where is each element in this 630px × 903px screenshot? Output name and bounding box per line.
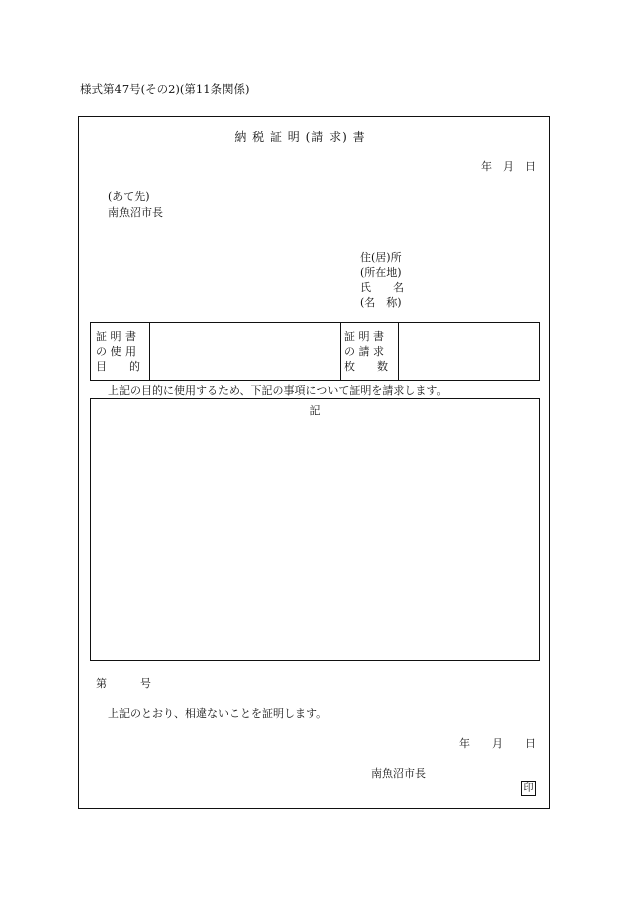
count-label-line: 証 明 書 — [344, 330, 384, 343]
table-divider — [340, 323, 341, 380]
table-divider — [398, 323, 399, 380]
addressee-prefix: (あて先) — [108, 190, 150, 203]
purpose-label-line: 証 明 書 — [96, 330, 136, 343]
count-label-line: 枚 数 — [344, 360, 388, 373]
purpose-label-line: 目 的 — [96, 360, 140, 373]
address-label: 住(居)所 — [360, 251, 402, 264]
certificate-table — [90, 322, 540, 381]
seal-mark: 印 — [521, 781, 536, 796]
issue-date: 年 月 日 — [459, 737, 536, 750]
name-label: 氏 名 — [360, 281, 404, 294]
request-statement: 上記の目的に使用するため、下記の事項について証明を請求します。 — [108, 384, 448, 397]
addressee-name: 南魚沼市長 — [108, 206, 163, 219]
entity-name-label: (名 称) — [360, 296, 402, 309]
certification-statement: 上記のとおり、相違ないことを証明します。 — [108, 707, 328, 720]
location-label: (所在地) — [360, 266, 402, 279]
request-date: 年 月 日 — [481, 160, 536, 173]
issuer-name: 南魚沼市長 — [371, 767, 426, 780]
certificate-number: 第 号 — [96, 677, 151, 690]
form-number: 様式第47号(その2)(第11条関係) — [80, 82, 250, 96]
purpose-label-line: の 使 用 — [96, 345, 136, 358]
record-heading: 記 — [309, 404, 321, 417]
table-divider — [149, 323, 150, 380]
record-box[interactable] — [90, 398, 540, 661]
form-title: 納 税 証 明 (請 求) 書 — [234, 130, 366, 144]
count-label-line: の 請 求 — [344, 345, 384, 358]
